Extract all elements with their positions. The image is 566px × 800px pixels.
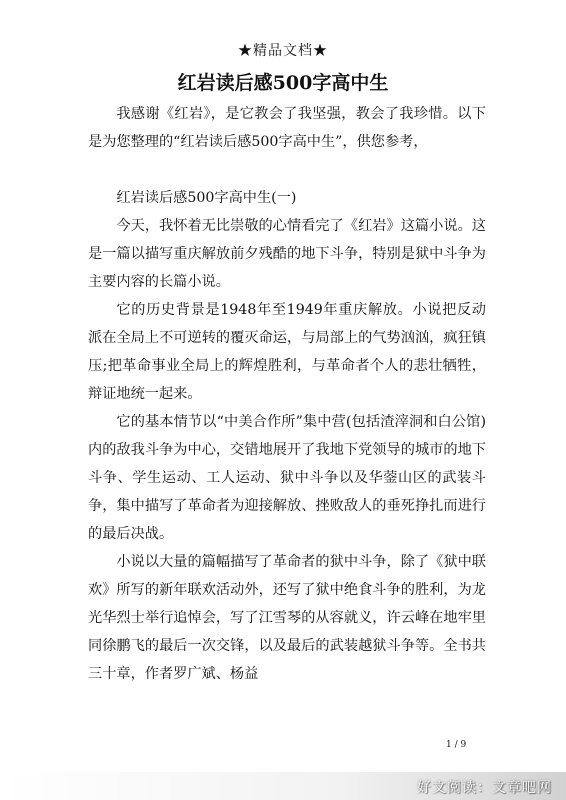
intro-paragraph: 我感谢《红岩》，是它教会了我坚强，教会了我珍惜。以下是为您整理的“红岩读后感500字高中生”，供您参考， bbox=[88, 106, 486, 150]
body-paragraph: 它的历史背景是1948年至1949年重庆解放。小说把反动派在全局上不可逆转的覆灭命运，与局部上的气势汹汹，疯狂镇压;把革命事业全局上的辉煌胜利，与革命者个人的悲壮牺牲，辩证地统一起来。 bbox=[88, 302, 486, 402]
watermark-text: 好文阅读：文章吧网 bbox=[417, 780, 552, 796]
page-number: 1 / 9 bbox=[446, 740, 467, 750]
document-header: ★精品文档★ bbox=[238, 43, 328, 59]
document-title: 红岩读后感500字高中生 bbox=[177, 72, 389, 94]
document-body bbox=[88, 100, 486, 688]
body-paragraph: 它的基本情节以“中美合作所”集中营(包括渣滓洞和白公馆)内的敌我斗争为中心，交错地展开了我地下党领导的城市的地下斗争、学生运动、工人运动、狱中斗争以及华蓥山区的武装斗争，集中描写了革命者为迎接解放、挫败敌人的垂死挣扎而进行的最后决战。 bbox=[88, 414, 486, 542]
blank-line bbox=[88, 156, 486, 184]
section-heading: 红岩读后感500字高中生(一) bbox=[116, 190, 297, 206]
watermark-bar bbox=[0, 772, 566, 800]
body-paragraph: 今天，我怀着无比崇敬的心情看完了《红岩》这篇小说。这是一篇以描写重庆解放前夕残酷的地下斗争，特别是狱中斗争为主要内容的长篇小说。 bbox=[88, 218, 486, 290]
body-paragraph: 小说以大量的篇幅描写了革命者的狱中斗争，除了《狱中联欢》所写的新年联欢活动外，还写了狱中绝食斗争的胜利，为龙光华烈士举行追悼会，写了江雪琴的从容就义，许云峰在地牢里同徐鹏飞的最后一次交锋，以及最后的武装越狱斗争等。全书共三十章，作者罗广斌、杨益 bbox=[88, 554, 486, 682]
